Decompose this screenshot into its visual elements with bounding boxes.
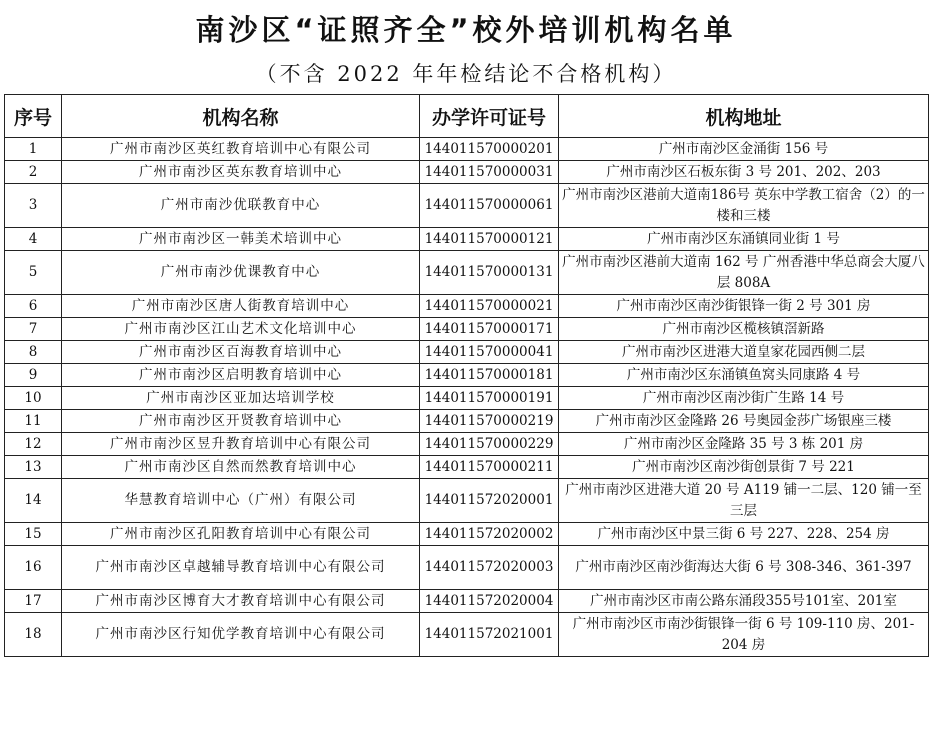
table-row bbox=[5, 613, 929, 657]
cell-name: 广州市南沙区百海教育培训中心 bbox=[62, 341, 420, 364]
cell-license: 144011570000191 bbox=[420, 387, 559, 410]
cell-no: 11 bbox=[5, 410, 62, 433]
cell-address: 广州市南沙区进港大道 20 号 A119 铺一二层、120 铺一至三层 bbox=[559, 479, 929, 523]
cell-address: 广州市南沙区东涌镇同业街 1 号 bbox=[559, 228, 929, 251]
cell-address: 广州市南沙区港前大道南186号 英东中学教工宿舍（2）的一楼和三楼 bbox=[559, 184, 929, 228]
cell-address: 广州市南沙区进港大道皇家花园西侧二层 bbox=[559, 341, 929, 364]
cell-name: 广州市南沙区江山艺术文化培训中心 bbox=[62, 318, 420, 341]
table-row bbox=[5, 546, 929, 590]
cell-address: 广州市南沙区石板东街 3 号 201、202、203 bbox=[559, 161, 929, 184]
cell-no: 1 bbox=[5, 138, 62, 161]
table-row bbox=[5, 295, 929, 318]
cell-no: 15 bbox=[5, 523, 62, 546]
cell-license: 144011570000211 bbox=[420, 456, 559, 479]
cell-address: 广州市南沙区金涌街 156 号 bbox=[559, 138, 929, 161]
cell-name: 广州市南沙区孔阳教育培训中心有限公司 bbox=[62, 523, 420, 546]
cell-license: 144011570000121 bbox=[420, 228, 559, 251]
cell-address: 广州市南沙区南沙街广生路 14 号 bbox=[559, 387, 929, 410]
document-title: 南沙区“证照齐全”校外培训机构名单 bbox=[195, 13, 737, 47]
cell-license: 144011572020004 bbox=[420, 590, 559, 613]
cell-name: 广州市南沙区卓越辅导教育培训中心有限公司 bbox=[62, 546, 420, 590]
cell-address: 广州市南沙区市南沙街银锋一街 6 号 109-110 房、201-204 房 bbox=[559, 613, 929, 657]
cell-name: 广州市南沙区开贤教育培训中心 bbox=[62, 410, 420, 433]
cell-license: 144011570000219 bbox=[420, 410, 559, 433]
cell-license: 144011570000041 bbox=[420, 341, 559, 364]
table-row bbox=[5, 341, 929, 364]
cell-license: 144011570000061 bbox=[420, 184, 559, 228]
cell-no: 16 bbox=[5, 546, 62, 590]
cell-address: 广州市南沙区金隆路 35 号 3 栋 201 房 bbox=[559, 433, 929, 456]
cell-license: 144011572020003 bbox=[420, 546, 559, 590]
header-no: 序号 bbox=[5, 95, 62, 138]
table-header-row bbox=[5, 95, 929, 138]
cell-license: 144011570000031 bbox=[420, 161, 559, 184]
cell-address: 广州市南沙区市南公路东涌段355号101室、201室 bbox=[559, 590, 929, 613]
table-row bbox=[5, 456, 929, 479]
table-row bbox=[5, 590, 929, 613]
table-row bbox=[5, 251, 929, 295]
table-row bbox=[5, 364, 929, 387]
header-name: 机构名称 bbox=[62, 95, 420, 138]
cell-license: 144011572020002 bbox=[420, 523, 559, 546]
table-row bbox=[5, 479, 929, 523]
table-row bbox=[5, 184, 929, 228]
cell-address: 广州市南沙区港前大道南 162 号 广州香港中华总商会大厦八层 808A bbox=[559, 251, 929, 295]
cell-license: 144011570000021 bbox=[420, 295, 559, 318]
cell-name: 华慧教育培训中心（广州）有限公司 bbox=[62, 479, 420, 523]
cell-license: 144011572020001 bbox=[420, 479, 559, 523]
cell-name: 广州市南沙区英东教育培训中心 bbox=[62, 161, 420, 184]
cell-no: 2 bbox=[5, 161, 62, 184]
cell-name: 广州市南沙区昱升教育培训中心有限公司 bbox=[62, 433, 420, 456]
cell-license: 144011570000201 bbox=[420, 138, 559, 161]
cell-address: 广州市南沙区南沙街银锋一街 2 号 301 房 bbox=[559, 295, 929, 318]
cell-address: 广州市南沙区中景三街 6 号 227、228、254 房 bbox=[559, 523, 929, 546]
cell-name: 广州市南沙区英红教育培训中心有限公司 bbox=[62, 138, 420, 161]
cell-license: 144011570000181 bbox=[420, 364, 559, 387]
cell-no: 4 bbox=[5, 228, 62, 251]
cell-license: 144011570000131 bbox=[420, 251, 559, 295]
cell-name: 广州市南沙区行知优学教育培训中心有限公司 bbox=[62, 613, 420, 657]
cell-no: 8 bbox=[5, 341, 62, 364]
table-row bbox=[5, 387, 929, 410]
cell-name: 广州市南沙区自然而然教育培训中心 bbox=[62, 456, 420, 479]
cell-license: 144011570000229 bbox=[420, 433, 559, 456]
cell-address: 广州市南沙区榄核镇滘新路 bbox=[559, 318, 929, 341]
cell-license: 144011570000171 bbox=[420, 318, 559, 341]
document-subtitle: （不含 2022 年年检结论不合格机构） bbox=[255, 62, 677, 86]
cell-name: 广州市南沙区启明教育培训中心 bbox=[62, 364, 420, 387]
cell-name: 广州市南沙优联教育中心 bbox=[62, 184, 420, 228]
cell-name: 广州市南沙区唐人街教育培训中心 bbox=[62, 295, 420, 318]
table-row bbox=[5, 228, 929, 251]
cell-no: 5 bbox=[5, 251, 62, 295]
cell-no: 10 bbox=[5, 387, 62, 410]
cell-name: 广州市南沙区亚加达培训学校 bbox=[62, 387, 420, 410]
table-row bbox=[5, 138, 929, 161]
cell-no: 12 bbox=[5, 433, 62, 456]
table-row bbox=[5, 523, 929, 546]
table-row bbox=[5, 318, 929, 341]
cell-no: 7 bbox=[5, 318, 62, 341]
header-license: 办学许可证号 bbox=[420, 95, 559, 138]
cell-name: 广州市南沙区一韩美术培训中心 bbox=[62, 228, 420, 251]
table-row bbox=[5, 433, 929, 456]
cell-name: 广州市南沙区博育大才教育培训中心有限公司 bbox=[62, 590, 420, 613]
cell-address: 广州市南沙区东涌镇鱼窝头同康路 4 号 bbox=[559, 364, 929, 387]
cell-no: 17 bbox=[5, 590, 62, 613]
cell-no: 14 bbox=[5, 479, 62, 523]
cell-address: 广州市南沙区南沙街创景街 7 号 221 bbox=[559, 456, 929, 479]
cell-name: 广州市南沙优课教育中心 bbox=[62, 251, 420, 295]
header-address: 机构地址 bbox=[559, 95, 929, 138]
cell-no: 18 bbox=[5, 613, 62, 657]
cell-no: 6 bbox=[5, 295, 62, 318]
table-row bbox=[5, 161, 929, 184]
cell-address: 广州市南沙区金隆路 26 号奥园金莎广场银座三楼 bbox=[559, 410, 929, 433]
cell-no: 13 bbox=[5, 456, 62, 479]
cell-no: 3 bbox=[5, 184, 62, 228]
cell-address: 广州市南沙区南沙街海达大街 6 号 308-346、361-397 bbox=[559, 546, 929, 590]
table-row bbox=[5, 410, 929, 433]
institution-table bbox=[4, 94, 929, 657]
cell-no: 9 bbox=[5, 364, 62, 387]
cell-license: 144011572021001 bbox=[420, 613, 559, 657]
